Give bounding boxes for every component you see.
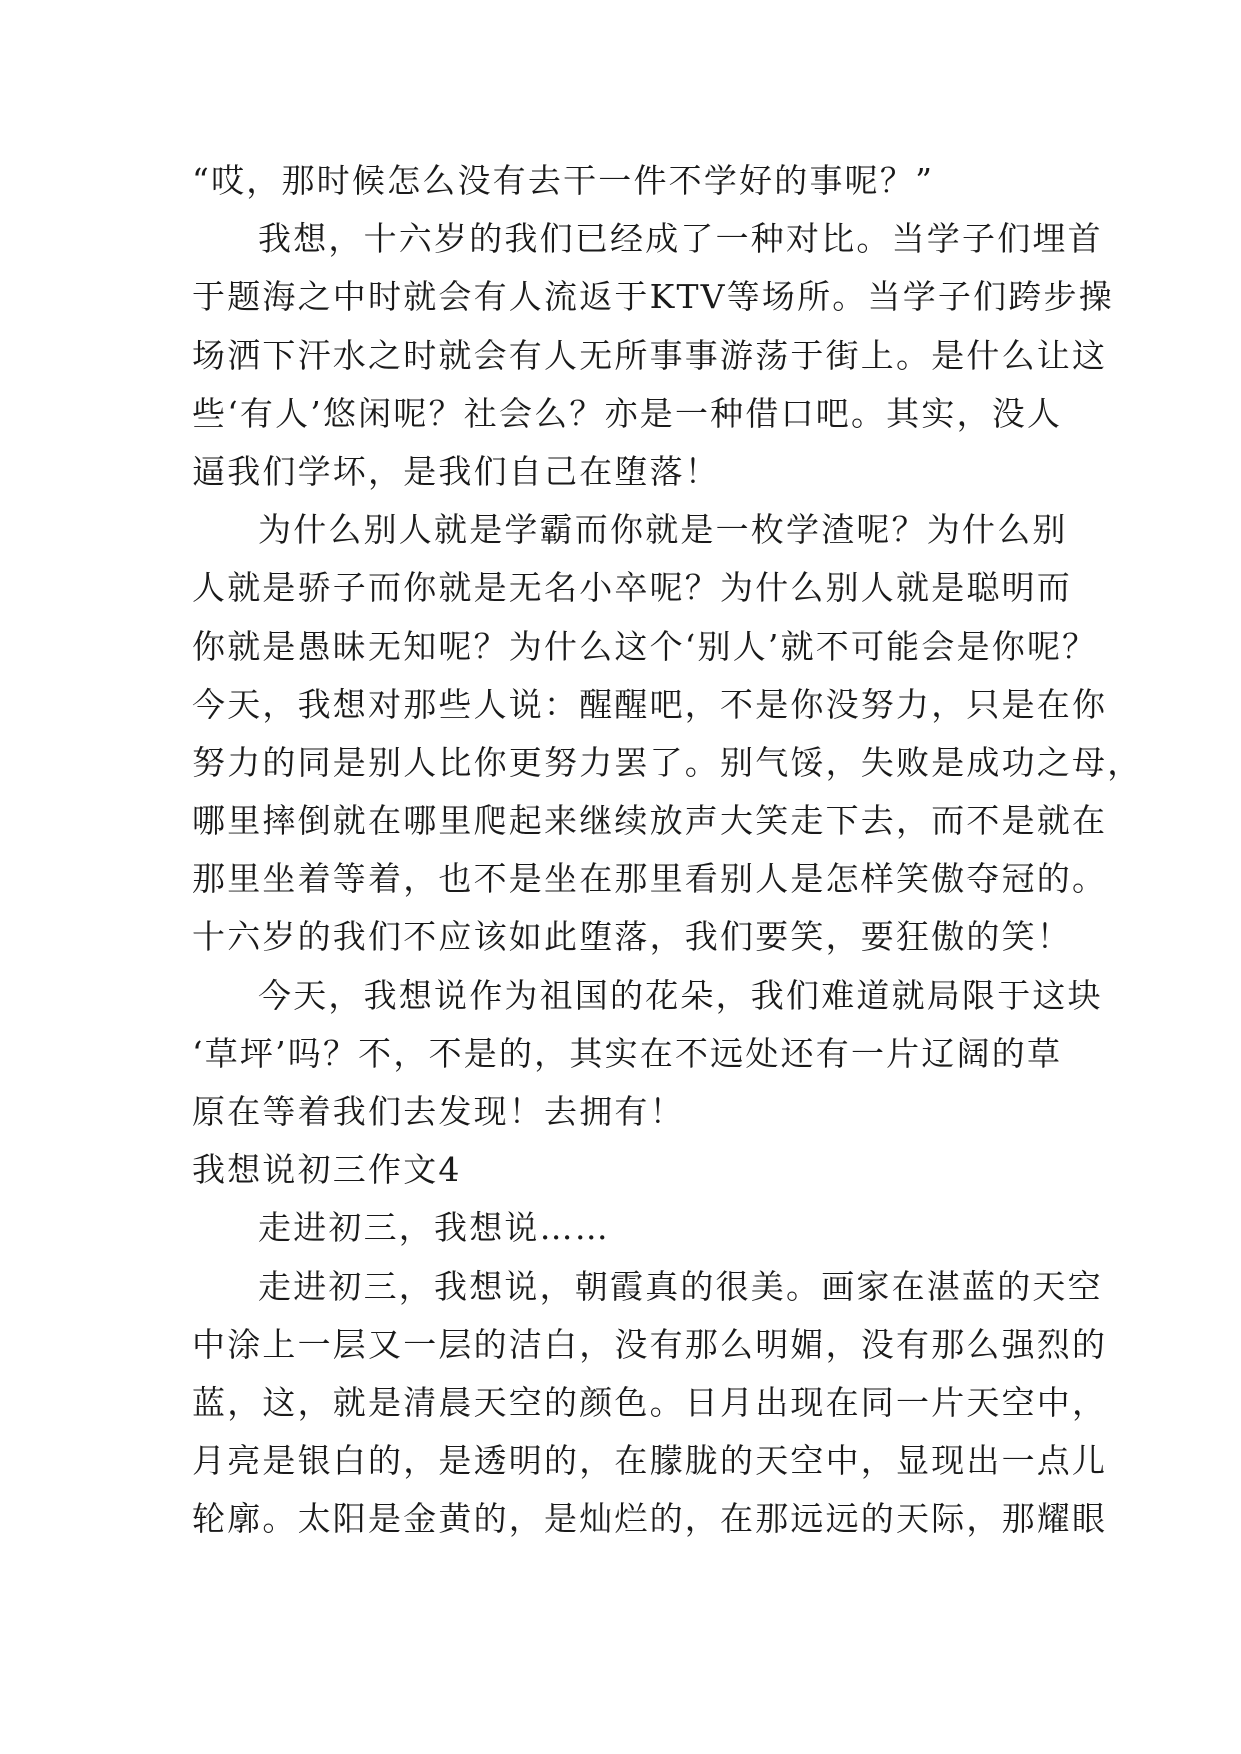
paragraph-line: 今天，我想说作为祖国的花朵，我们难道就局限于这块 xyxy=(258,975,1103,1015)
paragraph-line: 中涂上一层又一层的洁白，没有那么明媚，没有那么强烈的 xyxy=(192,1324,1108,1364)
paragraph-line: 十六岁的我们不应该如此堕落，我们要笑，要狂傲的笑！ xyxy=(192,917,1072,957)
paragraph-line: 轮廓。太阳是金黄的，是灿烂的，在那远远的天际，那耀眼 xyxy=(192,1499,1108,1539)
paragraph-line: 你就是愚昧无知呢？为什么这个‘别人’就不可能会是你呢？ xyxy=(192,626,1098,666)
section-heading: 我想说初三作文4 xyxy=(192,1150,462,1190)
paragraph-line: 那里坐着等着，也不是坐在那里看别人是怎样笑傲夺冠的。 xyxy=(192,859,1108,899)
paragraph-line: “哎，那时候怎么没有去干一件不学好的事呢？” xyxy=(192,161,935,200)
paragraph-line: 我想，十六岁的我们已经成了一种对比。当学子们埋首 xyxy=(258,219,1103,259)
paragraph-line: 逼我们学坏，是我们自己在堕落！ xyxy=(192,451,720,491)
paragraph-line: 努力的同是别人比你更努力罢了。别气馁，失败是成功之母， xyxy=(192,742,1143,782)
paragraph-line: 场洒下汗水之时就会有人无所事事游荡于街上。是什么让这 xyxy=(192,335,1108,375)
paragraph-line: ‘草坪’吗？不，不是的，其实在不远处还有一片辽阔的草 xyxy=(192,1033,1063,1073)
paragraph-line: 于题海之中时就会有人流返于KTV等场所。当学子们跨步操 xyxy=(192,277,1114,317)
paragraph-line: 些‘有人’悠闲呢？社会么？亦是一种借口吧。其实，没人 xyxy=(192,393,1063,433)
paragraph-line: 蓝，这，就是清晨天空的颜色。日月出现在同一片天空中， xyxy=(192,1382,1108,1422)
paragraph-line: 月亮是银白的，是透明的，在朦胧的天空中，显现出一点儿 xyxy=(192,1441,1108,1481)
paragraph-line: 哪里摔倒就在哪里爬起来继续放声大笑走下去，而不是就在 xyxy=(192,801,1108,841)
paragraph-line: 原在等着我们去发现！去拥有！ xyxy=(192,1092,685,1131)
paragraph-line: 今天，我想对那些人说：醒醒吧，不是你没努力，只是在你 xyxy=(192,684,1108,724)
essay-text xyxy=(192,152,1143,1549)
paragraph-line: 走进初三，我想说，朝霞真的很美。画家在湛蓝的天空 xyxy=(258,1266,1103,1306)
paragraph-line: 为什么别人就是学霸而你就是一枚学渣呢？为什么别 xyxy=(258,510,1068,550)
paragraph-line: 人就是骄子而你就是无名小卒呢？为什么别人就是聪明而 xyxy=(192,568,1072,608)
paragraph-line: 走进初三，我想说…… xyxy=(258,1208,610,1248)
